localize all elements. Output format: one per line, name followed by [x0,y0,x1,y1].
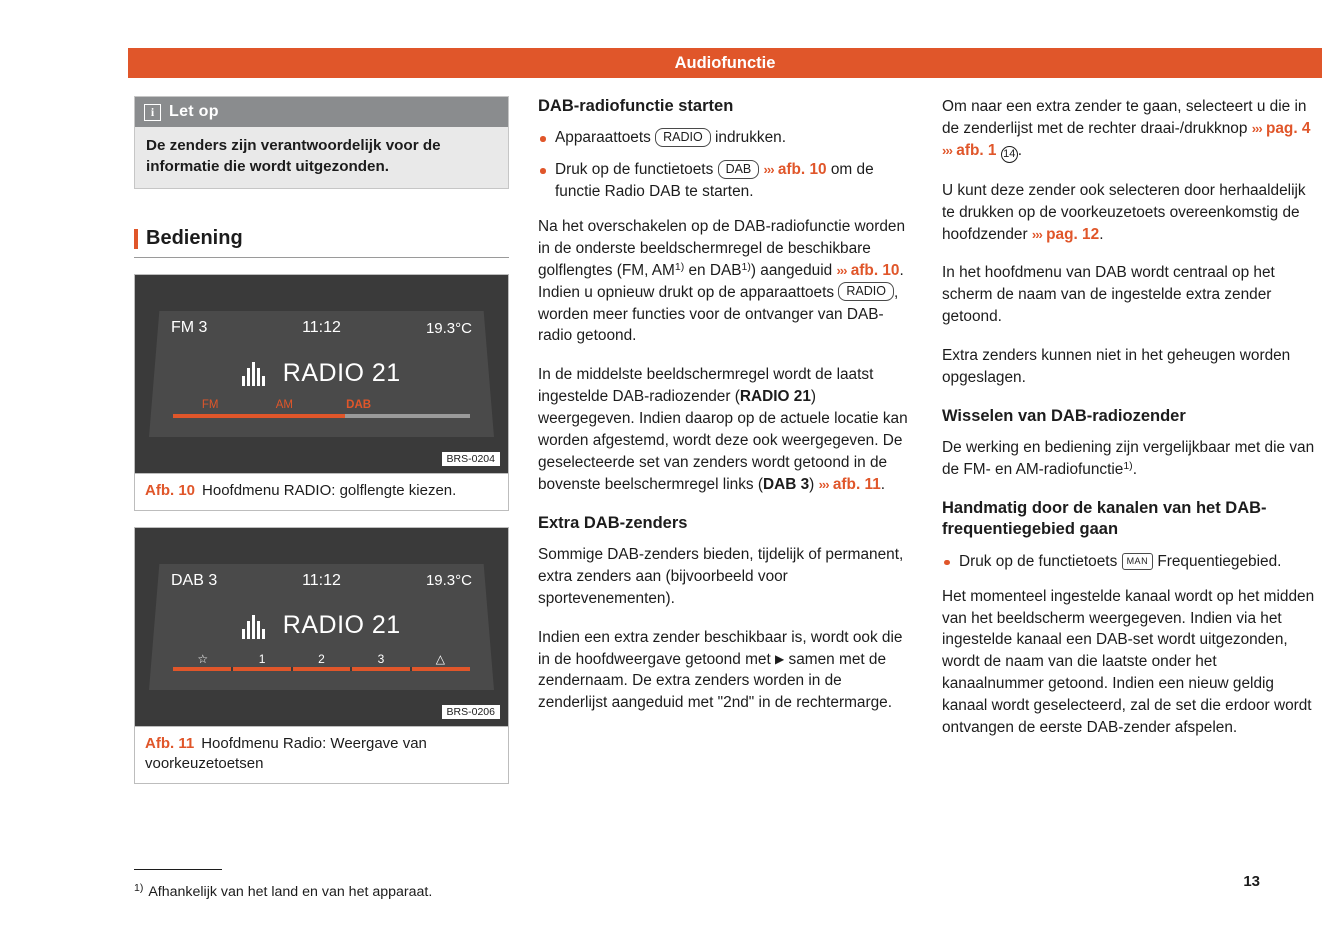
figure-10-caption-text: Hoofdmenu RADIO: golflengte kiezen. [202,482,457,500]
p1-d: . Indien u opnieuw drukt op de apparaattoets [538,261,904,301]
c3p2-b: . [1099,225,1104,243]
cross-ref-arrows: ››› [1031,226,1042,242]
footnote-rule [134,869,222,870]
display-bandbar [173,399,470,421]
heading-extra-dab-zenders: Extra DAB-zenders [538,513,688,532]
page-title: Audiofunctie [674,54,776,72]
display-station-name: RADIO 21 [282,611,401,640]
display-time: 11:12 [302,571,341,589]
c3p1-b: . [1017,141,1023,159]
column-left [134,96,509,784]
radio-display-fm [149,311,494,437]
footnote-marker: 1) [1123,460,1133,473]
p2-dab-label: DAB 3 [762,475,810,493]
column-middle [538,96,913,731]
paragraph-hoofdmenu-dab: In het hoofdmenu van DAB wordt centraal op het scherm de naam van de ingestelde extra zender getoond. [942,264,1275,326]
note-box [134,96,509,189]
preset-ticks [173,667,470,671]
c3step1-pre: Druk op de functietoets [959,552,1118,570]
list-item [942,551,1317,573]
footnote [134,869,554,900]
p4-a: Indien een extra zender beschikbaar is, wordt ook die in de hoofdweergave getoond met [538,628,903,668]
cross-ref-arrows: ››› [818,476,829,492]
section-heading [134,227,509,258]
display-station-name: RADIO 21 [282,358,401,387]
list-item [538,159,913,203]
p1-b: en DAB [684,261,742,279]
paragraph-overschakelen [538,216,913,347]
p1-c: ) aangeduid [750,261,837,279]
paragraph-extra-zender-selecteren [942,96,1317,163]
band-option-dab: DAB [346,399,372,412]
band-progress [173,414,470,418]
note-body: De zenders zijn verantwoordelijk voor de informatie die wordt uitgezonden. [135,127,508,188]
cross-ref-pag-4[interactable]: pag. 4 [1265,119,1311,137]
heading-handmatig-kanalen: Handmatig door de kanalen van het DAB-frequentiegebied gaan [942,498,1267,539]
c3step1-post: Frequentiegebied. [1157,552,1282,570]
cross-ref-pag-12[interactable]: pag. 12 [1046,225,1100,243]
p2-c: ) weergegeven. Indien daarop op de actuele locatie kan worden afgestemd, wordt deze ook weergegeven. De geselecteerde set van zenders wordt getoond in de bovenste beelschermregel links ( [538,388,908,493]
figure-11-caption-text: Hoofdmenu Radio: Weergave van voorkeuzetoetsen [145,734,427,772]
cross-ref-afb-10[interactable]: afb. 10 [850,261,900,279]
c3p5-b: . [1132,461,1137,479]
cross-ref-arrows: ››› [763,162,774,178]
preset-1: 1 [258,651,266,666]
note-header [135,97,508,127]
section-heading-text: Bediening [146,227,243,250]
cross-ref-arrows: ››› [942,142,952,158]
dab-key-icon: DAB [718,160,760,179]
figure-11-code: BRS-0206 [442,705,500,719]
preset-star-icon: ☆ [197,651,209,666]
cross-ref-afb-10[interactable]: afb. 10 [777,161,827,179]
display-station-row [149,602,494,650]
figure-11-caption [135,726,508,783]
p2-station-2: 21 [793,388,811,406]
step1-post: indrukken. [715,129,787,147]
signal-bars-icon [242,613,265,639]
figure-10-code: BRS-0204 [442,452,500,466]
frequentiegebied-steps [942,551,1317,573]
preset-3: 3 [377,651,385,666]
p1-a: Na het overschakelen op de DAB-radiofunctie worden in de onderste beeldschermregel de beschikbare golflengtes (FM, AM [538,218,906,279]
figure-11-caption-number: Afb. 11 [145,734,195,752]
p2-e: ) [809,475,819,493]
heading-dab-start: DAB-radiofunctie starten [538,97,734,115]
column-right [942,96,1317,756]
display-presetbar [173,652,470,674]
display-time: 11:12 [302,319,341,337]
figure-10 [134,274,509,511]
radio-key-icon: RADIO [838,282,894,301]
paragraph-geen-opslag: Extra zenders kunnen niet in het geheugen worden opgeslagen. [942,347,1291,386]
preset-2: 2 [318,651,325,666]
footnote-marker: 1) [674,260,685,273]
figure-10-image [135,275,508,473]
p1-e: , worden meer functies voor de ontvanger van DAB-radio getoond. [538,283,899,345]
note-title: Let op [169,103,219,120]
display-band: FM 3 [171,319,208,337]
cross-ref-arrows: ››› [1251,120,1262,136]
paragraph-extra-zenders-2 [538,627,913,715]
display-temperature: 19.3°C [425,319,472,337]
footnote-text [134,884,554,900]
display-topbar [149,564,494,598]
cross-ref-afb-11[interactable]: afb. 11 [832,475,881,493]
band-option-am: AM [275,399,293,412]
cross-ref-arrows: ››› [836,262,847,278]
step2-post: om de functie Radio DAB te starten. [555,161,874,201]
figure-10-caption-number: Afb. 10 [145,482,196,500]
page-number: 13 [1243,873,1260,890]
step1-pre: Apparaattoets [555,129,651,147]
p4-b: samen met de zendernaam. De extra zenders worden in de zenderlijst aangeduid met "2nd" in de rechtermarge. [538,650,892,712]
man-key-icon: MAN [1122,553,1154,570]
figure-10-caption [135,473,508,510]
display-band: DAB 3 [171,571,218,589]
step2-pre: Druk op de functietoets [555,161,714,179]
display-topbar [149,311,494,345]
dab-start-steps [538,127,913,203]
radio-display-dab [149,564,494,690]
band-option-fm: FM [201,399,219,412]
cross-ref-afb-1[interactable]: afb. 1 [956,141,997,159]
heading-wisselen-dab: Wisselen van DAB-radiozender [942,406,1186,425]
radio-key-icon: RADIO [655,128,711,147]
footnote-marker: 1) [134,882,144,895]
preset-triangle-icon: △ [435,651,445,666]
content-columns [134,96,1324,856]
figure-11 [134,527,509,784]
paragraph-middelste-regel [538,364,913,495]
c3p5-a: De werking en bediening zijn vergelijkbaar met die van de FM- en AM-radiofunctie [942,439,1315,479]
paragraph-voorkeuzetoets [942,180,1317,246]
c3p2-a: U kunt deze zender ook selecteren door herhaaldelijk te drukken op de voorkeuzetoets overeenkomstig de hoofdzender [942,181,1306,243]
c3p1-a: Om naar een extra zender te gaan, selecteert u die in de zenderlijst met de rechter draai-/drukknop [942,98,1307,137]
paragraph-extra-zenders-1: Sommige DAB-zenders bieden, tijdelijk of permanent, extra zenders aan (bijvoorbeeld voor sportevenementen). [538,546,904,607]
band-progress-fill [173,414,345,418]
p2-a: In de middelste beeldschermregel wordt de laatst ingestelde DAB-radiozender ( [538,366,874,406]
band-option-empty [396,399,470,414]
display-temperature: 19.3°C [425,572,472,590]
paragraph-werking-bediening [942,437,1317,481]
page-sheet [56,24,1315,920]
signal-bars-icon [242,360,265,386]
callout-number-14: 14 [1001,146,1018,163]
preset-options [173,652,470,668]
paragraph-ingesteld-kanaal: Het momenteel ingestelde kanaal wordt op het midden van het beeldscherm weergegeven. Indien via het ingestelde kanaal een DAB-set wordt uitgezonden, wordt de naam van die laatste onder het kanaalnummer getoond. Indien een nieuw geldig kanaal wordt geselecteerd, zal de set die erdoor wordt ontvangen de eerste DAB-zender afspelen. [942,587,1315,736]
figure-11-image [135,528,508,726]
band-options [173,399,470,414]
footnote-marker: 1) [741,260,751,273]
footnote-body: Afhankelijk van het land en van het apparaat. [148,884,433,901]
list-item [538,127,913,149]
page-header-band [128,48,1322,78]
info-icon: i [144,104,161,121]
triangle-right-icon: ▶ [775,651,785,666]
display-station-row [149,349,494,397]
p2-f: . [880,475,886,493]
p2-station-1: RADIO [739,388,790,406]
